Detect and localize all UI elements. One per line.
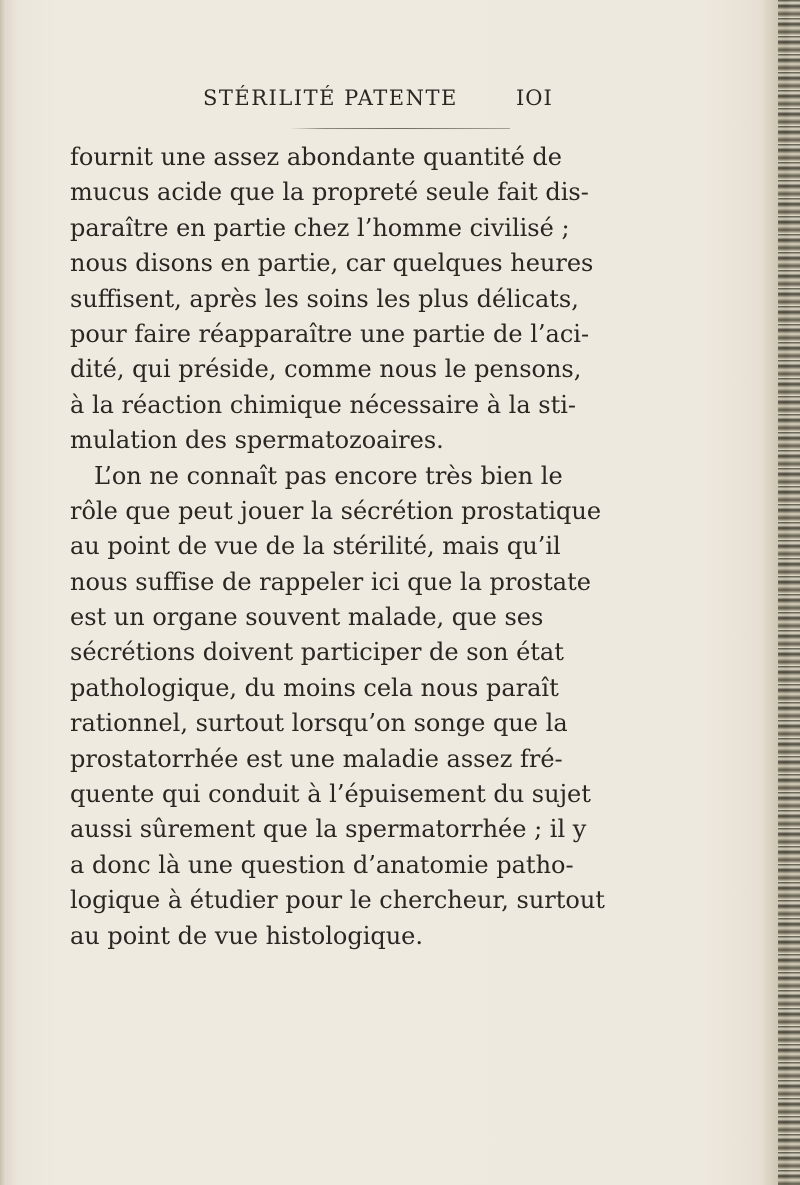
page-number: IOI [516,86,553,110]
text-line: pour faire réapparaître une partie de l’aci- [70,319,590,348]
text-line: rationnel, surtout lorsqu’on songe que la [70,709,568,738]
text-line: au point de vue histologique. [70,921,424,950]
text-line: sécrétions doivent participer de son état [70,638,564,667]
text-line: paraître en partie chez l’homme civilisé ; [70,213,570,242]
book-binding-edge [778,0,800,1185]
text-line: au point de vue de la stérilité, mais qu’il [70,532,561,561]
header-rule [290,128,510,129]
text-line: aussi sûrement que la spermatorrhée ; il y [70,815,587,844]
running-head [0,86,760,116]
text-line: a donc là une question d’anatomie patho- [70,850,574,879]
text-line: nous disons en partie, car quelques heures [70,249,594,278]
text-line: fournit une assez abondante quantité de [70,143,562,171]
text-line: nous suffise de rappeler ici que la prostate [70,567,591,596]
text-line: rôle que peut jouer la sécrétion prostatique [70,496,602,525]
text-line: mulation des spermatozoaires. [70,426,444,455]
text-line: à la réaction chimique nécessaire à la sti- [70,390,577,419]
text-line: logique à étudier pour le chercheur, surtout [70,886,605,915]
text-line: suffisent, après les soins les plus délicats, [70,284,579,313]
paragraph-start-line: L’on ne connaît pas encore très bien le [94,461,563,490]
text-line: quente qui conduit à l’épuisement du sujet [70,780,591,809]
text-line: dité, qui préside, comme nous le pensons, [70,355,582,384]
text-line: est un organe souvent malade, que ses [70,603,544,632]
text-line: mucus acide que la propreté seule fait dis- [70,178,589,207]
running-head-title: STÉRILITÉ PATENTE [203,86,458,110]
text-line: pathologique, du moins cela nous paraît [70,673,559,702]
page-left-edge [0,0,6,1185]
body-text [70,140,605,954]
text-line: prostatorrhée est une maladie assez fré- [70,744,563,773]
